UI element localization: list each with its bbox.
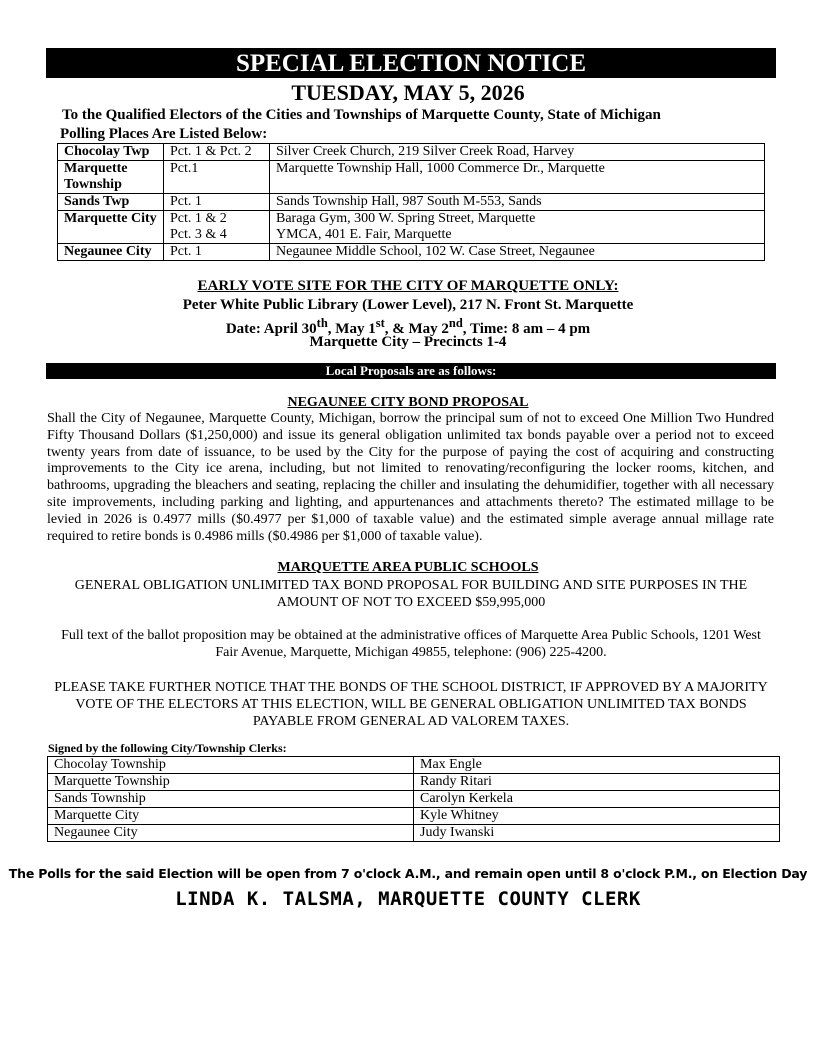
date-suffix: th <box>316 316 328 330</box>
polling-precinct-b: Pct. 3 & 4 <box>170 227 227 242</box>
polling-location-b: YMCA, 401 E. Fair, Marquette <box>276 227 452 242</box>
table-row <box>48 808 780 825</box>
clerk-jurisdiction: Marquette City <box>48 808 414 825</box>
table-row <box>48 791 780 808</box>
polling-place-name: Sands Twp <box>58 194 164 211</box>
polling-place-name: Marquette Township <box>58 161 164 194</box>
polling-location <box>270 211 765 244</box>
negaunee-proposal-title: NEGAUNEE CITY BOND PROPOSAL <box>287 395 529 410</box>
table-row <box>48 774 780 791</box>
clerk-name: Max Engle <box>414 757 780 774</box>
date-suffix: st <box>375 316 385 330</box>
early-vote-date-text: , May 1 <box>327 321 376 337</box>
negaunee-proposal-body: Shall the City of Negaunee, Marquette County, Michigan, borrow the principal sum of not to exceed One Million Two Hundred Fifty Thousand Dollars ($1,250,000) and issue its general obligation unlimited tax bonds payable over a period not to exceed twenty years from date of issuance, to be used by the City for the purpose of paying the cost of acquiring and constructing improvements to the City ice arena, including, but not limited to renovating/reconfiguring the locker rooms, kitchen, and bathrooms, upgrading the bleachers and seating, replacing the chiller and insulating the dehumidifier, together with all necessary site improvements, including parking and lighting, and appurtenances and attachments thereto? The estimated millage to be levied in 2026 is 0.4977 mills ($0.4977 per $1,000 of taxable value) and the estimated simple average annual millage rate required to retire bonds is 0.4986 mills ($0.4986 per $1,000 of taxable value). <box>47 411 774 544</box>
clerk-jurisdiction: Marquette Township <box>48 774 414 791</box>
table-row <box>58 194 765 211</box>
polling-location: Marquette Township Hall, 1000 Commerce Dr., Marquette <box>270 161 765 194</box>
table-row <box>58 144 765 161</box>
polling-precinct: Pct. 1 <box>164 194 270 211</box>
polling-location-a: Baraga Gym, 300 W. Spring Street, Marquette <box>276 211 536 226</box>
title-banner: SPECIAL ELECTION NOTICE <box>46 48 776 78</box>
early-vote-time: , Time: 8 am – 4 pm <box>462 321 591 337</box>
polling-location: Sands Township Hall, 987 South M-553, Sands <box>270 194 765 211</box>
polling-precinct <box>164 211 270 244</box>
early-vote-date-text: Date: April 30 <box>225 321 317 337</box>
polling-place-name: Marquette City <box>58 211 164 244</box>
early-vote-precincts: Marquette City – Precincts 1-4 <box>309 334 507 350</box>
polling-precinct: Pct. 1 & Pct. 2 <box>164 144 270 161</box>
table-row <box>48 757 780 774</box>
clerk-name: Randy Ritari <box>414 774 780 791</box>
maps-proposal-title: MARQUETTE AREA PUBLIC SCHOOLS <box>277 560 539 575</box>
clerks-table <box>47 756 780 842</box>
clerk-name: Carolyn Kerkela <box>414 791 780 808</box>
table-row <box>48 825 780 842</box>
early-vote-site: Peter White Public Library (Lower Level), 217 N. Front St. Marquette <box>182 297 634 313</box>
table-row <box>58 211 765 244</box>
maps-further-notice: PLEASE TAKE FURTHER NOTICE THAT THE BONDS OF THE SCHOOL DISTRICT, IF APPROVED BY A MAJORITY VOTE OF THE ELECTORS AT THIS ELECTION, WILL BE GENERAL OBLIGATION UNLIMITED TAX BONDS PAYABLE FROM GENERAL AD VALOREM TAXES. <box>54 680 768 729</box>
polling-location: Silver Creek Church, 219 Silver Creek Road, Harvey <box>270 144 765 161</box>
county-clerk-signature: LINDA K. TALSMA, MARQUETTE COUNTY CLERK <box>175 888 641 910</box>
clerk-name: Judy Iwanski <box>414 825 780 842</box>
polling-places-label: Polling Places Are Listed Below: <box>60 126 268 142</box>
polling-place-name: Chocolay Twp <box>58 144 164 161</box>
maps-full-text-note: Full text of the ballot proposition may be obtained at the administrative offices of Marquette Area Public Schools, 1201 West Fair Avenue, Marquette, Michigan 49855, telephone: (906) 225-4200. <box>61 628 761 660</box>
table-row <box>58 161 765 194</box>
polling-precinct: Pct.1 <box>164 161 270 194</box>
clerk-jurisdiction: Sands Township <box>48 791 414 808</box>
polling-precinct: Pct. 1 <box>164 244 270 261</box>
table-row <box>58 244 765 261</box>
to-electors-line: To the Qualified Electors of the Cities and Townships of Marquette County, State of Michigan <box>62 107 661 123</box>
early-vote-date-text: , & May 2 <box>384 321 449 337</box>
polling-places-table <box>57 143 765 261</box>
clerk-jurisdiction: Negaunee City <box>48 825 414 842</box>
signed-by-label: Signed by the following City/Township Clerks: <box>48 741 287 755</box>
early-vote-title: EARLY VOTE SITE FOR THE CITY OF MARQUETTE ONLY: <box>197 278 619 294</box>
maps-proposal-heading: GENERAL OBLIGATION UNLIMITED TAX BOND PROPOSAL FOR BUILDING AND SITE PURPOSES IN THE AMOUNT OF NOT TO EXCEED $59,995,000 <box>74 578 748 610</box>
polling-place-name: Negaunee City <box>58 244 164 261</box>
polling-location: Negaunee Middle School, 102 W. Case Street, Negaunee <box>270 244 765 261</box>
polling-precinct-a: Pct. 1 & 2 <box>170 211 227 226</box>
clerk-jurisdiction: Chocolay Township <box>48 757 414 774</box>
polls-open-statement: The Polls for the said Election will be open from 7 o'clock A.M., and remain open until 8 o'clock P.M., on Election Day <box>8 866 808 881</box>
clerk-name: Kyle Whitney <box>414 808 780 825</box>
date-suffix: nd <box>448 316 463 330</box>
local-proposals-banner: Local Proposals are as follows: <box>46 363 776 379</box>
election-date: TUESDAY, MAY 5, 2026 <box>291 80 525 105</box>
